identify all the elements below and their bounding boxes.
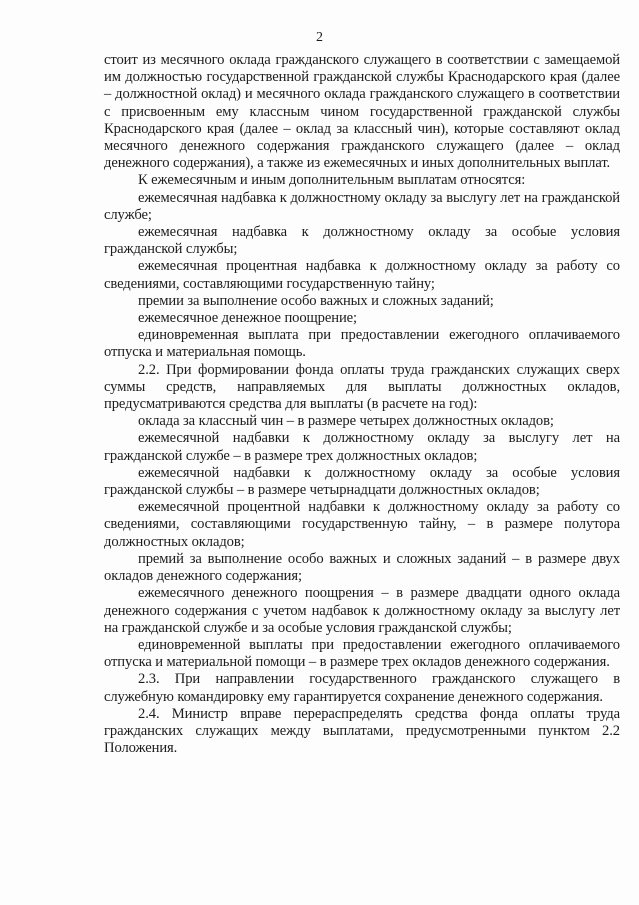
paragraph: 2.2. При формировании фонда оплаты труда гражданских служащих сверх суммы средств, направляемых для выплаты должностных окладов, предусматриваются средства для выплаты (в расчете на год): [104, 361, 620, 413]
page-number: 2 [316, 30, 323, 45]
paragraph: 2.4. Министр вправе перераспределять средства фонда оплаты труда гражданских служащих между выплатами, предусмотренными пунктом 2.2 Положения. [104, 705, 620, 757]
document-body [104, 52, 620, 757]
paragraph: ежемесячного денежного поощрения – в размере двадцати одного оклада денежного содержания с учетом надбавок к должностному окладу за выслугу лет на гражданской службе и за особые условия гражданской службы; [104, 585, 620, 636]
paragraph: ежемесячной надбавки к должностному окладу за особые условия гражданской службы – в размере четырнадцати должностных окладов; [104, 464, 620, 499]
paragraph: премий за выполнение особо важных и сложных заданий – в размере двух окладов денежного содержания; [104, 550, 620, 585]
paragraph: премии за выполнение особо важных и сложных заданий; [138, 292, 494, 309]
paragraph: оклада за классный чин – в размере четырех должностных окладов; [138, 413, 554, 430]
paragraph: ежемесячная процентная надбавка к должностному окладу за работу со сведениями, составляющими государственную тайну; [104, 258, 620, 292]
paragraph: ежемесячной процентной надбавки к должностному окладу за работу со сведениями, составляющими государственную тайну, – в размере полутора должностных окладов; [104, 499, 620, 550]
paragraph: ежемесячная надбавка к должностному окладу за выслугу лет на гражданской службе; [104, 189, 620, 223]
paragraph: единовременной выплаты при предоставлении ежегодного оплачиваемого отпуска и материальной помощи – в размере трех окладов денежного содержания. [104, 636, 620, 671]
paragraph: ежемесячная надбавка к должностному окладу за особые условия гражданской службы; [104, 224, 620, 258]
paragraph: ежемесячное денежное поощрение; [138, 310, 358, 327]
paragraph: К ежемесячным и иным дополнительным выплатам относятся: [138, 172, 526, 189]
paragraph: стоит из месячного оклада гражданского служащего в соответствии с замещаемой им должностью государственной гражданской службы Краснодарского края (далее – должностной оклад) и месячного оклада гражданского служащего в соответствии с присвоенным ему классным чином государственной гражданской службы Краснодарского края (далее – оклад за классный чин), которые составляют оклад месячного денежного содержания гражданского служащего (далее – оклад денежного содержания), а также из ежемесячных и иных дополнительных выплат. [104, 52, 620, 172]
paragraph: единовременная выплата при предоставлении ежегодного оплачиваемого отпуска и материальная помощь. [104, 327, 620, 361]
paragraph: ежемесячной надбавки к должностному окладу за выслугу лет на гражданской службе – в размере трех должностных окладов; [104, 430, 620, 464]
paragraph: 2.3. При направлении государственного гражданского служащего в служебную командировку ему гарантируется сохранение денежного содержания. [104, 671, 620, 705]
